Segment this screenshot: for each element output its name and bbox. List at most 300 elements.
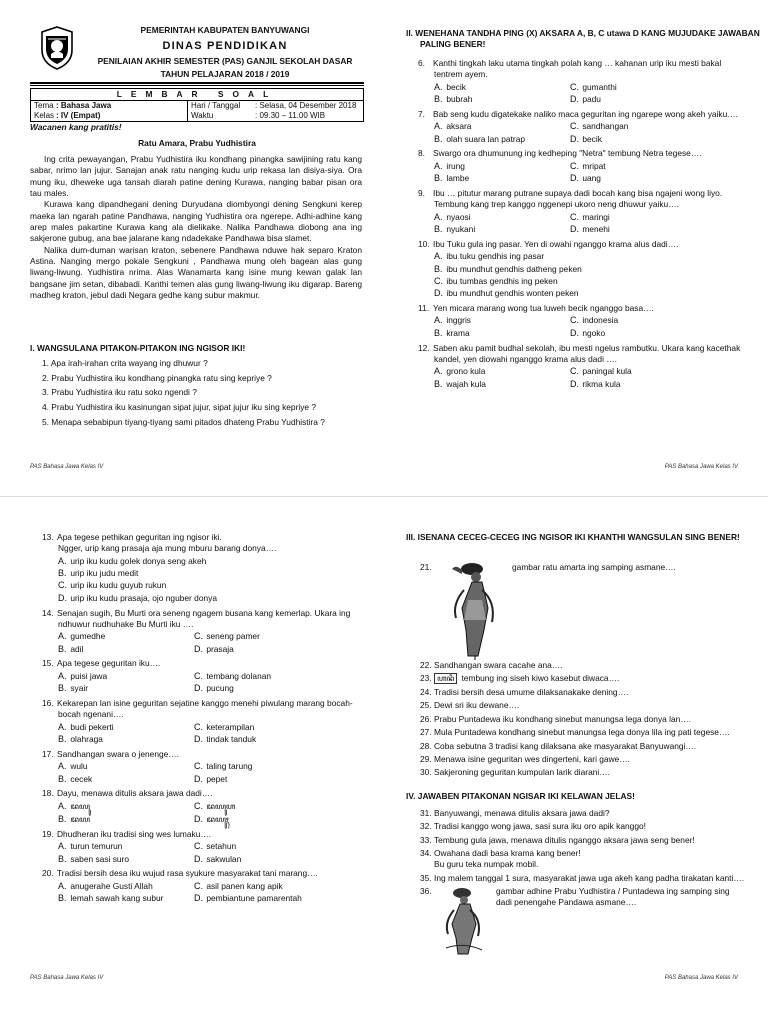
question-text: Dayu, menawa ditulis aksara jawa dadi…. [57, 788, 213, 799]
option-text: asil panen kang apik [206, 880, 283, 891]
item-number: 22. [420, 660, 432, 670]
answer-option[interactable] [194, 733, 364, 745]
answer-option[interactable] [570, 365, 748, 377]
option-letter: C. [570, 81, 579, 92]
multiple-choice-list-2 [42, 532, 364, 908]
option-text: adil [70, 643, 84, 654]
option-text: taling tarung [206, 761, 253, 772]
answer-option[interactable] [434, 327, 570, 339]
options-grid [58, 721, 364, 746]
options-grid [434, 314, 748, 339]
answer-option[interactable] [434, 172, 570, 184]
option-letter: A. [434, 366, 443, 377]
option-text: ꦢꦪ [70, 814, 90, 824]
answer-option[interactable] [58, 630, 194, 642]
option-text: irung [446, 160, 465, 171]
option-text: setahun [206, 841, 237, 852]
option-letter: C. [194, 631, 203, 642]
answer-option[interactable] [570, 93, 748, 105]
options-list [434, 250, 748, 299]
option-letter: B. [58, 683, 67, 694]
question-text: Ibu Tuku gula ing pasar. Yen di owahi nganggo krama alus dadi…. [433, 238, 679, 249]
question-text: Saben aku pamit budhal sekolah, ibu mesti ngelus rambutku. Ukara kang kacethak kandel, yen diowahi nganggo krama alus dadi …. [433, 342, 741, 364]
option-letter: A. [58, 841, 67, 852]
question-number: 13. [42, 532, 54, 542]
option-letter: C. [194, 761, 203, 772]
answer-option[interactable] [58, 643, 194, 655]
option-letter: D. [570, 327, 579, 338]
options-grid [58, 840, 364, 865]
question-number: 17. [42, 748, 54, 759]
mc-question [42, 532, 364, 604]
option-letter: A. [434, 211, 443, 222]
option-letter: B. [434, 223, 443, 234]
option-text: nyaosi [446, 211, 471, 222]
question-number: 9. [418, 187, 425, 198]
essay-item [420, 886, 750, 956]
banyuwangi-emblem-icon [40, 26, 74, 70]
item-text: Tradisi bersih desa umume dilaksanakake dening…. [434, 687, 629, 698]
option-letter: C. [194, 721, 203, 732]
essay-question: 5. Menapa sebabipun tiyang-tiyang sami pitados dhateng Prabu Yudhistira ? [42, 416, 325, 427]
answer-option[interactable] [570, 327, 748, 339]
fill-items [420, 660, 750, 779]
option-letter: B. [434, 173, 443, 184]
option-text: keterampilan [206, 721, 255, 732]
answer-option[interactable] [434, 160, 570, 172]
answer-option[interactable] [194, 760, 364, 772]
option-letter: B. [434, 327, 443, 338]
tema-value: : Bahasa Jawa [56, 100, 112, 110]
option-text: urip iku judu medit [70, 568, 139, 579]
fill-item [420, 687, 750, 698]
page-4 [384, 512, 768, 1024]
answer-option[interactable] [194, 892, 364, 904]
reading-title: Ratu Amara, Prabu Yudhistira [138, 138, 256, 148]
sheet-label: LEMBAR SOAL [31, 89, 364, 101]
option-text: budi pekerti [70, 721, 114, 732]
item-number: 34. [420, 848, 432, 859]
item-sentence: Bu guru teka numpak mobil. [434, 859, 539, 870]
answer-option[interactable] [194, 670, 364, 682]
option-text: wajah kula [446, 378, 486, 389]
answer-option[interactable] [434, 120, 570, 132]
question-number: 12. [418, 342, 430, 353]
exam-title: PENILAIAN AKHIR SEMESTER (PAS) GANJIL SEKOLAH DASAR [97, 56, 353, 67]
page-footer: PAS Bahasa Jawa Kelas IV [30, 974, 104, 981]
question-text: Senajan sugih, Bu Murti ora seneng ngagem busana kang kemerlap. Ukara ing ndhuwur nudhuhake Bu Murti iku …. [57, 607, 351, 629]
item-number: 31. [420, 808, 432, 818]
item-text: Sakjeroning geguritan kumpulan larik diarani…. [434, 767, 610, 778]
answer-option[interactable] [194, 721, 364, 733]
options-grid [58, 800, 364, 826]
option-text: ibu mundhut gendhis wonten peken [446, 288, 579, 299]
question-quote: Ngger, urip kang prasaja aja mung mburu barang donya…. [58, 543, 277, 554]
option-letter: D. [570, 223, 579, 234]
date-label: Hari / Tanggal [191, 100, 241, 110]
option-text: ngoko [582, 327, 606, 338]
answer-option[interactable] [58, 800, 194, 813]
option-text: indonesia [582, 315, 619, 326]
page-footer: PAS Bahasa Jawa Kelas IV [664, 974, 738, 981]
options-grid [434, 160, 748, 185]
answer-option[interactable] [570, 120, 748, 132]
reading-paragraph-3: Nalika dum-duman warisan kraton, sebenere Pandhawa nduwe hak separo Kraton Astina. Nanging mergo pokale Sengkuni , Pandhawa mung oleh bagean alas gung liwang-liwung. Yudhistira nrima. Alas Wanamarta kang isine mung kewan galak lan bangsane jim setan, dibabadi. Kanthi temen alas gung liwang-liwung iku digarap. Bareng madheg kraton, jebul dadi Negara gedhe kang subur makmur. [30, 244, 362, 301]
item-text: Banyuwangi, menawa ditulis aksara jawa dadi? [434, 808, 610, 818]
aksara-jawa-word: ꦲꦤꦶ [434, 673, 457, 684]
answer-option[interactable] [58, 670, 194, 682]
option-text: becik [582, 133, 602, 144]
option-letter: A. [58, 555, 67, 566]
options-list [58, 555, 364, 604]
answer-option[interactable] [58, 555, 364, 567]
option-letter: C. [58, 580, 67, 591]
mc-question [418, 239, 748, 300]
option-text: pucung [206, 683, 234, 694]
question-text: Yen micara marang wong tua luweh becik nganggo basa…. [433, 303, 654, 314]
question-number: 6. [418, 58, 425, 68]
item-text: Tradisi kanggo wong jawa, sasi sura iku oro apik kanggo! [434, 821, 646, 832]
reading-paragraph-2: Kurawa kang dipandhegani dening Duryudana diombyongi dening Sengkuni kerep maeka lan ngarah patine Pandhawa, nanging Yudhistira ora ngerepe. Adhi-adhine kang arep males pakartine Kurawa kang ala dielikake. Nalika Pandhawa diobong ana ing sakjerone gubug, ana bae jalarane kang ndadekake Pandhawa bisa slamet. [30, 199, 362, 244]
option-letter: C. [570, 160, 579, 171]
answer-option[interactable] [194, 853, 364, 865]
fill-item [420, 767, 750, 778]
option-letter: D. [194, 893, 203, 904]
item-text: Dewi sri iku dewane…. [434, 700, 520, 711]
option-letter: A. [58, 800, 67, 811]
answer-option[interactable] [194, 813, 364, 826]
option-text: urip iku kudu prasaja, ojo nguber donya [70, 592, 217, 603]
answer-option[interactable] [58, 892, 194, 904]
option-letter: B. [58, 893, 67, 904]
academic-year: TAHUN PELAJARAN 2018 / 2019 [160, 68, 290, 79]
answer-option[interactable] [570, 223, 748, 235]
answer-option[interactable] [434, 365, 570, 377]
option-letter: D. [194, 773, 203, 784]
government-name: PEMERINTAH KABUPATEN BANYUWANGI [140, 25, 310, 35]
item-number: 25. [420, 700, 432, 711]
answer-option[interactable] [58, 567, 364, 579]
answer-option[interactable] [570, 211, 748, 223]
question-text: Tradisi bersih desa iku wujud rasa syukure masyarakat tani marang…. [57, 868, 318, 879]
option-text: paningal kula [582, 366, 632, 377]
page-3 [0, 512, 384, 1024]
mc-question [418, 109, 748, 145]
option-letter: C. [570, 211, 579, 222]
answer-option[interactable] [194, 800, 364, 813]
option-text: urip iku kudu guyub rukun [70, 580, 167, 591]
essay-question: 2. Prabu Yudhistira iku kondhang pinangka ratu sing kepriye ? [42, 372, 272, 383]
option-letter: A. [58, 880, 67, 891]
answer-option[interactable] [434, 287, 748, 299]
question-number: 18. [42, 788, 54, 799]
option-letter: D. [570, 133, 579, 144]
fill-item [420, 673, 750, 685]
tema-label: Tema [34, 100, 54, 110]
time-label: Waktu [191, 110, 214, 120]
option-letter: C. [570, 366, 579, 377]
answer-option[interactable] [434, 314, 570, 326]
option-letter: A. [434, 315, 443, 326]
answer-option[interactable] [58, 840, 194, 852]
option-text: seneng pamer [206, 631, 260, 642]
answer-option[interactable] [434, 263, 748, 275]
option-letter: C. [570, 315, 579, 326]
answer-option[interactable] [434, 211, 570, 223]
options-grid [434, 211, 748, 236]
item-number: 24. [420, 687, 432, 698]
section-2-title: II. WENEHANA TANDHA PING (X) AKSARA A, B, C utawa D KANG MUJUDAKE JAWABAN PALING BENER! [406, 28, 760, 50]
option-letter: B. [58, 734, 67, 744]
fill-item [420, 754, 750, 765]
option-text: syair [70, 683, 89, 694]
item-number: 35. [420, 872, 432, 883]
item-text: Menawa isine geguritan wes dingerteni, kari gawe…. [434, 753, 630, 764]
essay-item [420, 835, 750, 846]
option-text: ibu mundhut gendhis datheng peken [446, 263, 582, 274]
options-grid [434, 365, 748, 390]
agency-name: DINAS PENDIDIKAN [162, 40, 288, 53]
answer-option[interactable] [194, 880, 364, 892]
options-grid [58, 670, 364, 695]
option-letter: C. [194, 800, 203, 811]
option-letter: D. [570, 173, 579, 184]
item-number: 26. [420, 713, 432, 724]
item-text: gambar ratu amarta ing samping asmane…. [512, 562, 676, 572]
option-text: tembang dolanan [206, 670, 272, 681]
page-footer: PAS Bahasa Jawa Kelas IV [664, 464, 738, 470]
option-text: sandhangan [582, 121, 629, 132]
answer-option[interactable] [58, 592, 364, 604]
item-text: Ing malem tanggal 1 sura, masyarakat jawa uga akeh kang padha tirakatan kanti…. [434, 872, 745, 883]
item-number: 23. [420, 673, 432, 684]
question-number: 10. [418, 238, 430, 249]
option-text: ibu tumbas gendhis ing peken [446, 275, 558, 286]
option-text: gumanthi [582, 81, 617, 92]
answer-option[interactable] [570, 160, 748, 172]
option-text: becik [446, 81, 466, 92]
options-grid [58, 760, 364, 785]
mc-question [42, 698, 364, 745]
option-text: anugerahe Gusti Allah [70, 880, 153, 891]
option-text: olahraga [70, 734, 103, 744]
option-text: ꦢꦪꦸꦲ [206, 801, 236, 811]
option-text: ꦢꦪꦸꦃ [206, 814, 229, 824]
option-letter: C. [194, 670, 203, 681]
option-letter: B. [434, 263, 443, 274]
question-text: Kekarepan lan isine geguritan sejatine kanggo menehi piwulang marang bocah-bocah ngenani…. [57, 697, 353, 720]
option-letter: B. [58, 773, 67, 784]
answer-option[interactable] [58, 760, 194, 772]
question-number: 11. [418, 303, 430, 314]
option-text: rikma kula [582, 378, 621, 389]
answer-option[interactable] [194, 682, 364, 694]
option-text: puisi jawa [70, 670, 108, 681]
options-grid [58, 630, 364, 655]
option-text: turun temurun [70, 841, 123, 852]
essay-question: 1. Apa irah-irahan crita wayang ing dhuwur ? [42, 358, 208, 368]
answer-option[interactable] [58, 813, 194, 826]
item-text: gambar adhine Prabu Yudhistira / Puntadewa ing samping sing dadi penengahe Pandawa asmane…. [496, 886, 730, 908]
option-text: olah suara lan patrap [446, 133, 526, 144]
fill-item-21 [420, 560, 750, 660]
essay-item [420, 848, 750, 871]
item-text: tembung ing siseh kiwo kasebut diwaca…. [461, 673, 620, 684]
mc-question [42, 658, 364, 694]
option-letter: B. [58, 813, 67, 824]
option-letter: A. [434, 121, 443, 132]
essay-item [420, 821, 750, 832]
option-text: aksara [446, 121, 472, 132]
answer-option[interactable] [194, 643, 364, 655]
item-text: Tembung gula jawa, menawa ditulis nganggo aksara jawa seng bener! [434, 834, 695, 845]
section-3-title: III. ISENANA CECEG-CECEG ING NGISOR IKI KHANTHI WANGSULAN SING BENER! [406, 532, 740, 542]
essay-item [420, 873, 750, 884]
mc-question [418, 303, 748, 339]
option-text: nyukani [446, 223, 476, 234]
answer-option[interactable] [570, 172, 748, 184]
answer-option[interactable] [194, 840, 364, 852]
mc-question [418, 148, 748, 184]
wayang-bima-icon [438, 886, 490, 956]
option-letter: A. [58, 721, 67, 732]
option-text: cecek [70, 773, 93, 784]
option-letter: C. [570, 121, 579, 132]
option-letter: A. [58, 761, 67, 772]
item-number: 33. [420, 834, 432, 845]
mc-question [42, 749, 364, 785]
item-text: Owahana dadi basa krama kang bener! [434, 848, 581, 859]
time-value: : 09.30 – 11.00 WIB [255, 110, 326, 120]
wayang-puntadewa-icon [442, 560, 504, 660]
option-letter: D. [570, 378, 579, 389]
answer-option[interactable] [570, 81, 748, 93]
answer-option[interactable] [194, 630, 364, 642]
reading-paragraph-1: Ing crita pewayangan, Prabu Yudhistira iku kondhang pinangka sawijining ratu kang sabar, nrimo lan jujur. Sanajan anak ratu nanging kudu urip rekasa lan disiya-siya. Ora mung iku, dheweke uga tansah diarah patine dening Kurawa, nanging babar pisan ora tau males. [30, 154, 362, 199]
item-text: Sandhangan swara cacahe ana…. [434, 660, 563, 670]
option-text: krama [446, 327, 470, 338]
option-text: maringi [582, 211, 610, 222]
multiple-choice-list [418, 58, 748, 393]
item-number: 30. [420, 767, 432, 778]
fill-in-list [420, 560, 750, 781]
option-text: padu [582, 94, 601, 105]
answer-option[interactable] [58, 853, 194, 865]
answer-option[interactable] [58, 773, 194, 785]
answer-option[interactable] [434, 223, 570, 235]
fill-item [420, 727, 750, 738]
question-number: 8. [418, 148, 425, 159]
question-text: Ibu … pitutur marang putrane supaya dadi bocah kang bisa ngajeni wong liyo. Tembung kang trep kanggo nggenepi ukoro neng dhuwur yaiku…. [433, 187, 723, 210]
answer-option[interactable] [58, 682, 194, 694]
answer-option[interactable] [58, 579, 364, 591]
question-text: Dhudheran iku tradisi sing wes lumaku…. [57, 828, 212, 839]
question-text: Sandhangan swara o jenenge…. [57, 748, 179, 759]
option-text: prasaja [206, 643, 234, 654]
fill-item [420, 714, 750, 725]
answer-option[interactable] [434, 81, 570, 93]
fill-item [420, 741, 750, 752]
options-grid [58, 880, 364, 905]
letterhead [80, 25, 370, 80]
page-gap [0, 496, 768, 497]
option-letter: B. [434, 94, 443, 105]
essay-question: 4. Prabu Yudhistira iku kasinungan sipat jujur, sipat jujur iku sing kepriye ? [42, 402, 317, 413]
answer-option[interactable] [570, 378, 748, 390]
answer-option[interactable] [194, 773, 364, 785]
question-number: 15. [42, 658, 54, 669]
option-letter: D. [58, 592, 67, 603]
answer-option[interactable] [434, 133, 570, 145]
answer-option[interactable] [434, 93, 570, 105]
option-text: menehi [582, 223, 610, 234]
question-text: Swargo ora dhumunung ing kedheping "Netra" tembung Netra tegese…. [433, 148, 702, 159]
question-number: 14. [42, 607, 54, 618]
item-text: Coba sebutna 3 tradisi kang dilaksana ake masyarakat Banyuwangi…. [434, 740, 697, 751]
mc-question [42, 829, 364, 865]
answer-option[interactable] [58, 721, 194, 733]
answer-option[interactable] [570, 133, 748, 145]
option-text: ꦢꦪꦸ [70, 801, 90, 811]
header-rule [30, 82, 364, 84]
answer-option[interactable] [58, 733, 194, 745]
option-letter: B. [434, 378, 443, 389]
answer-option[interactable] [58, 880, 194, 892]
option-letter: D. [194, 643, 203, 654]
item-text: Prabu Puntadewa iku kondhang sinebut manungsa lega donya lan…. [434, 713, 692, 724]
option-letter: D. [194, 813, 203, 824]
options-grid [434, 81, 748, 106]
answer-option[interactable] [434, 275, 748, 287]
essay-list [420, 808, 750, 958]
mc-question [42, 788, 364, 825]
fill-item [420, 700, 750, 711]
item-text: Mula Puntadewa kondhang sinebut manungsa lega donya lila ing pati tegese…. [434, 727, 730, 738]
answer-option[interactable] [434, 250, 748, 262]
option-letter: A. [434, 251, 443, 262]
essay-question: 3. Prabu Yudhistira iku ratu soko ngendi ? [42, 387, 197, 398]
option-text: wulu [70, 761, 88, 772]
option-letter: D. [194, 734, 203, 744]
item-number: 28. [420, 740, 432, 751]
question-text: Bab seng kudu digatekake naliko maca geguritan ing ngarepe wong akeh yaiku…. [433, 108, 738, 119]
page-footer: PAS Bahasa Jawa Kelas IV [30, 464, 104, 470]
exam-info-table [30, 88, 364, 122]
option-letter: A. [434, 160, 443, 171]
option-text: uang [582, 173, 601, 184]
date-value: : Selasa, 04 Desember 2018 [255, 100, 357, 110]
mc-question [42, 608, 364, 655]
answer-option[interactable] [434, 378, 570, 390]
answer-option[interactable] [570, 314, 748, 326]
option-letter: C. [194, 841, 203, 852]
option-letter: B. [58, 643, 67, 654]
option-text: inggris [446, 315, 471, 326]
item-number: 29. [420, 753, 432, 764]
page-2 [384, 0, 768, 480]
option-text: pepet [206, 773, 228, 784]
option-letter: B. [58, 568, 67, 579]
option-text: saben sasi suro [70, 853, 129, 864]
option-text: mripat [582, 160, 606, 171]
kelas-label: Kelas [34, 110, 55, 120]
option-letter: A. [58, 631, 67, 642]
option-letter: D. [434, 288, 443, 299]
question-text: Apa tegese pethikan geguritan ing ngisor iki. [57, 532, 222, 542]
option-text: lambe [446, 173, 470, 184]
option-text: bubrah [446, 94, 473, 105]
option-text: tindak tanduk [206, 734, 257, 744]
